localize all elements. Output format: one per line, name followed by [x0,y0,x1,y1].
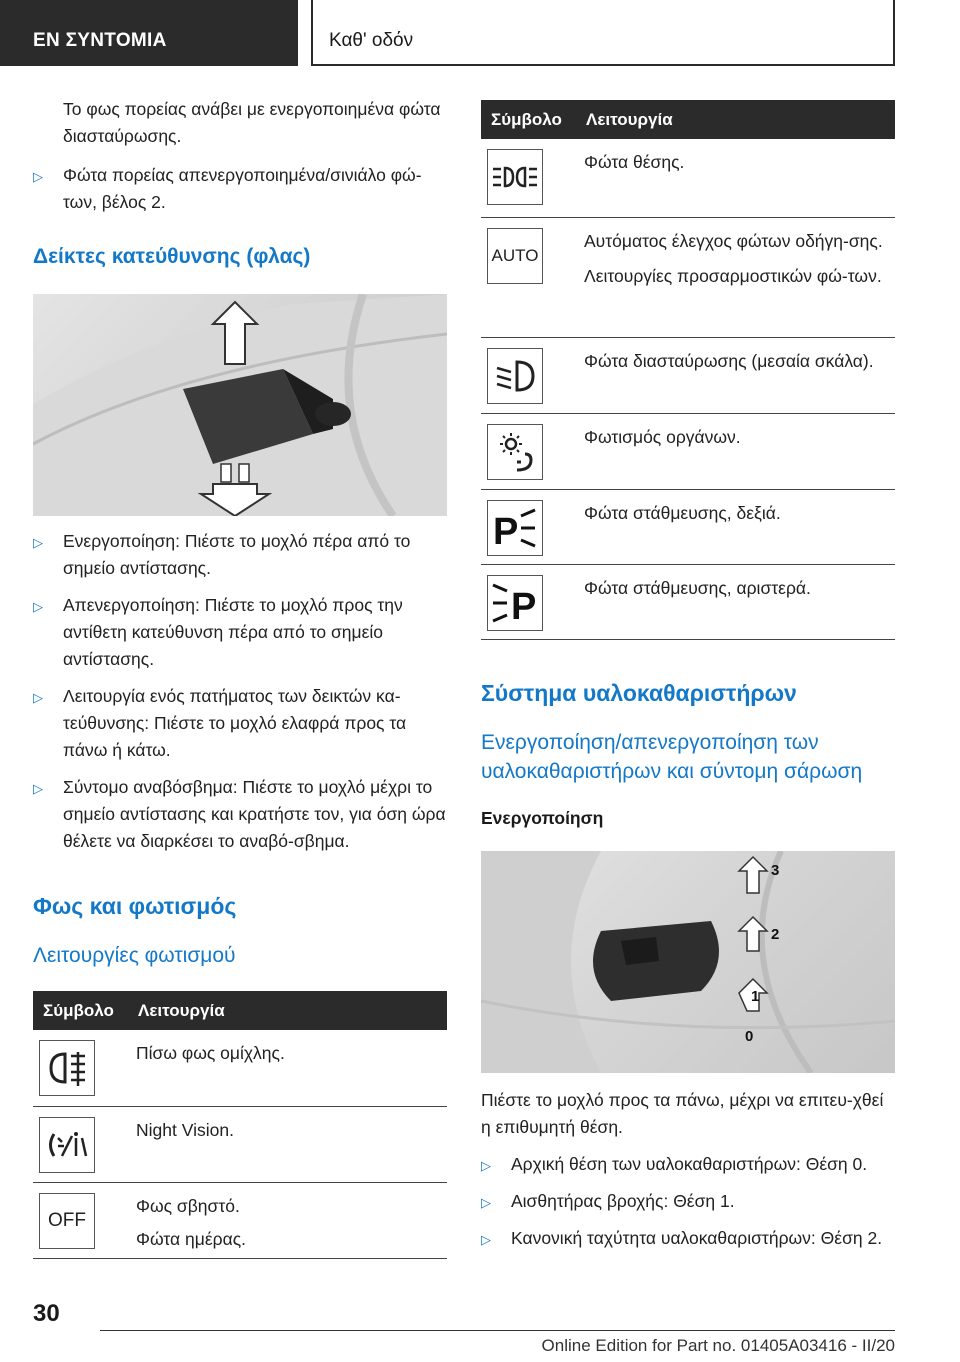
list-item: ▷ Αισθητήρας βροχής: Θέση 1. [481,1188,895,1215]
parking-light-right-icon [487,500,543,556]
list-item: ▷ Κανονική ταχύτητα υαλοκαθαριστήρων: Θέση 2. [481,1225,895,1252]
wiper-lever-drawing [481,851,895,1073]
intro-text: Το φως πορείας ανάβει με ενεργοποιημένα φώτα διασταύρωσης. [63,99,441,146]
rear-fog-light-icon [39,1040,95,1096]
turn-signal-lever-illustration [33,294,447,516]
column-header-function: Λειτουργία [130,991,447,1030]
intro-bullets [33,162,447,216]
list-item: ▷ Αρχική θέση των υαλοκαθαριστήρων: Θέση 0. [481,1151,895,1178]
function-text: Φώτα διασταύρωσης (μεσαία σκάλα). [578,337,895,413]
table-row [33,1182,447,1258]
parking-light-left-icon [487,575,543,631]
night-vision-icon [39,1117,95,1173]
list-item: ▷ Απενεργοποίηση: Πιέστε το μοχλό προς την αντίθετη κατεύθυνση πέρα από το σημείο αντίστασης. [33,595,403,669]
table-row [481,413,895,489]
position-label-0: 0 [745,1027,754,1045]
left-column [33,96,447,1259]
auto-icon: AUTO [487,228,543,284]
svg-text:P: P [493,510,519,550]
instrument-lighting-icon [487,424,543,480]
heading-lights: Φως και φωτισμός [33,893,237,919]
footer-divider [100,1330,895,1331]
chapter-tab[interactable]: Καθ' οδόν [311,0,895,66]
section-tab[interactable]: ΕΝ ΣΥΝΤΟΜΙΑ [0,0,298,66]
table-row [33,1106,447,1182]
bullet-triangle-icon: ▷ [33,690,43,705]
position-label-2: 2 [771,925,780,943]
function-text: Φως σβηστό. Φώτα ημέρας. [130,1182,447,1258]
heading-turn-signals: Δείκτες κατεύθυνσης (φλας) [33,245,311,268]
table-header-row [481,100,895,139]
off-icon: OFF [39,1193,95,1249]
low-beam-icon [487,348,543,404]
light-functions-table-continued [481,100,895,640]
table-header-row [33,991,447,1030]
list-item: ▷ Λειτουργία ενός πατήματος των δεικτών κα‐τεύθυνσης: Πιέστε το μοχλό ελαφρά προς τα πάνω ή κάτω. [33,686,407,760]
list-item: ▷ Φώτα πορείας απενεργοποιημένα/σινιάλο φώ‐των, βέλος 2. [33,165,422,212]
bullet-triangle-icon: ▷ [481,1231,491,1247]
function-text: Φώτα θέσης. [578,139,895,217]
position-label-3: 3 [771,861,780,879]
column-header-symbol: Σύμβολο [481,100,578,139]
position-label-1: 1 [751,987,760,1005]
bullet-triangle-icon: ▷ [33,599,43,614]
table-row [481,564,895,639]
bullet-triangle-icon: ▷ [33,781,43,796]
column-header-function: Λειτουργία [578,100,895,139]
bullet-triangle-icon: ▷ [481,1157,491,1173]
right-column [481,100,895,1252]
heading-wiper-system: Σύστημα υαλοκαθαριστήρων [481,679,797,706]
table-row [481,139,895,217]
lever-drawing [33,294,447,516]
bullet-triangle-icon: ▷ [33,169,43,184]
function-text: Αυτόματος έλεγχος φώτων οδήγη‐σης. Λειτουργίες προσαρμοστικών φώ‐των. [578,217,895,337]
subheading-activation: Ενεργοποίηση [481,807,604,828]
table-row [481,489,895,564]
table-row [481,217,895,337]
svg-text:P: P [511,585,537,625]
list-item: ▷ Σύντομο αναβόσβημα: Πιέστε το μοχλό μέχρι το σημείο αντίστασης και κρατήστε τον, για όση ώρα θέλετε να διαρκέσει το αναβό‐σβημα. [33,777,446,851]
heading-light-functions: Λειτουργίες φωτισμού [33,944,236,967]
table-row [33,1030,447,1106]
bullet-triangle-icon: ▷ [481,1194,491,1210]
page-number: 30 [33,1300,60,1327]
edition-note: Online Edition for Part no. 01405A03416 - II/20 [541,1336,895,1355]
function-text: Φωτισμός οργάνων. [578,413,895,489]
wiper-lever-illustration [481,851,895,1073]
column-header-symbol: Σύμβολο [33,991,130,1030]
turn-signal-bullets [33,528,447,855]
function-text: Φώτα στάθμευσης, δεξιά. [578,489,895,564]
heading-wiper-activation: Ενεργοποίηση/απενεργοποίηση των υαλοκαθαριστήρων και σύντομη σάρωση [481,730,863,783]
light-functions-table [33,991,447,1259]
function-text: Πίσω φως ομίχλης. [130,1030,447,1106]
function-text: Night Vision. [130,1106,447,1182]
bullet-triangle-icon: ▷ [33,535,43,550]
wiper-instruction: Πιέστε το μοχλό προς τα πάνω, μέχρι να επιτευ‐χθεί η επιθυμητή θέση. [481,1089,884,1137]
function-text: Φώτα στάθμευσης, αριστερά. [578,564,895,639]
table-row [481,337,895,413]
wiper-bullets [481,1151,895,1252]
list-item: ▷ Ενεργοποίηση: Πιέστε το μοχλό πέρα από το σημείο αντίστασης. [33,531,411,578]
parking-lights-icon [487,149,543,205]
